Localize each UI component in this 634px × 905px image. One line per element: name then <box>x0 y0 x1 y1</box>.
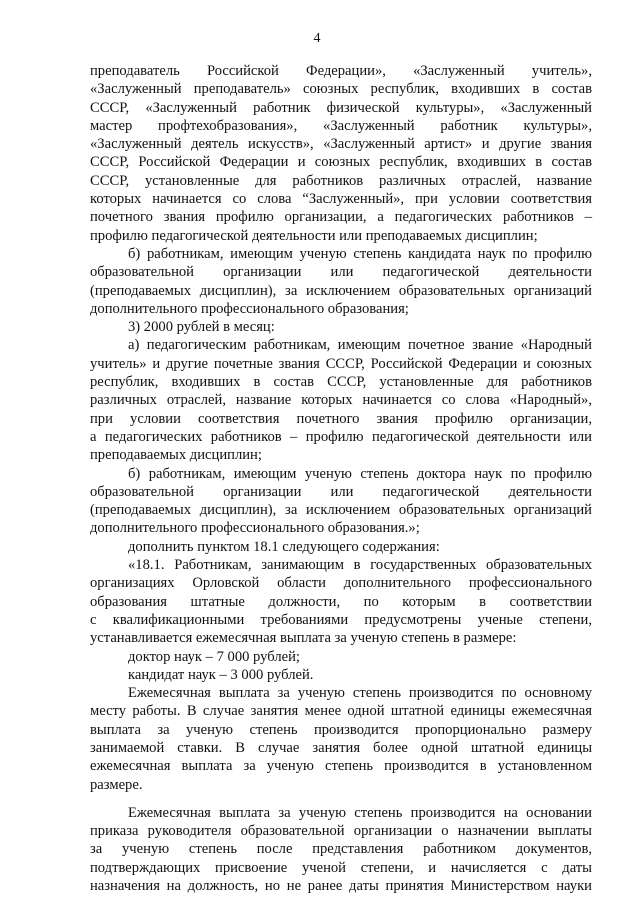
text-line: размере. <box>90 776 143 793</box>
text-line: б) работникам, имеющим ученую степень кандидата наук по профилю <box>128 245 592 262</box>
paragraph <box>90 62 592 245</box>
text-line: «Заслуженный деятель искусств», «Заслуженный артист» и другие звания <box>90 136 592 153</box>
paragraph <box>90 804 592 895</box>
paragraph <box>90 465 592 538</box>
text-line: образования штатные должности, по которым в соответствии <box>90 593 592 610</box>
text-line: ежемесячная выплата за ученую степень производится в установленном <box>90 758 592 775</box>
text-line: доктор наук – 7 000 рублей; <box>128 648 300 665</box>
text-line: учитель» и другие почетные звания СССР, Российской Федерации и союзных <box>90 355 592 372</box>
text-line: республик, входивших в состав СССР, установленные для работников <box>90 374 592 391</box>
paragraph <box>90 245 592 318</box>
text-line: профилю педагогической деятельности или преподаваемых дисциплин; <box>90 227 538 244</box>
text-line: б) работникам, имеющим ученую степень доктора наук по профилю <box>128 465 592 482</box>
text-line: СССР, Российской Федерации и союзных республик, входивших в состав <box>90 154 592 171</box>
paragraph <box>90 666 592 684</box>
paragraph <box>90 538 592 556</box>
text-line: выплата за ученую степень производится пропорционально размеру <box>90 721 592 738</box>
text-line: Ежемесячная выплата за ученую степень производится по основному <box>128 685 592 702</box>
paragraph <box>90 318 592 336</box>
text-line: преподаватель Российской Федерации», «Заслуженный учитель», <box>90 63 592 79</box>
text-line: с квалификационными требованиями предусмотрены ученые степени, <box>90 611 592 628</box>
text-line: СССР, «Заслуженный работник физической культуры», «Заслуженный <box>90 99 592 116</box>
text-line: образовательной организации или педагогической деятельности <box>90 483 592 500</box>
text-line: дополнительного профессионального образования.»; <box>90 520 420 537</box>
text-line: различных отраслей, название которых начинается со слова «Народный», <box>90 392 592 409</box>
text-line: СССР, установленные для работников различных отраслей, название <box>90 172 592 189</box>
text-line: мастер профтехобразования», «Заслуженный работник культуры», <box>90 117 592 134</box>
text-line: назначения на должность, но не ранее даты принятия Министерством науки <box>90 878 592 895</box>
text-line: Ежемесячная выплата за ученую степень производится на основании <box>128 804 592 821</box>
text-line: кандидат наук – 3 000 рублей. <box>128 666 314 683</box>
text-line: приказа руководителя образовательной организации о назначении выплаты <box>90 823 592 840</box>
text-line: «Заслуженный преподаватель» союзных республик, входивших в состав <box>90 81 592 98</box>
text-line: а педагогических работников – профилю педагогической деятельности или <box>90 428 592 445</box>
text-line: 3) 2000 рублей в месяц: <box>128 319 275 336</box>
text-line: преподаваемых дисциплин; <box>90 447 262 464</box>
paragraph <box>90 648 592 666</box>
text-line: «18.1. Работникам, занимающим в государственных образовательных <box>128 557 592 574</box>
text-line: которых начинается со слова “Заслуженный», при условии соответствия <box>90 191 592 208</box>
text-line: при условии соответствия почетного звания профилю организации, <box>90 410 592 427</box>
paragraph <box>90 556 592 647</box>
text-line: (преподаваемых дисциплин), за исключением образовательных организаций <box>90 282 592 299</box>
page-number: 4 <box>313 31 321 46</box>
text-line: дополнить пунктом 18.1 следующего содержания: <box>128 538 440 555</box>
text-line: образовательной организации или педагогической деятельности <box>90 264 592 281</box>
text-line: (преподаваемых дисциплин), за исключением образовательных организаций <box>90 502 592 519</box>
text-line: занимаемой ставки. В случае занятия более одной штатной единицы <box>90 739 592 756</box>
paragraph-gap <box>90 794 592 804</box>
text-line: устанавливается ежемесячная выплата за ученую степень в размере: <box>90 630 517 647</box>
document-body <box>90 62 592 895</box>
text-line: месту работы. В случае занятия менее одной штатной единицы ежемесячная <box>90 703 592 720</box>
text-line: организациях Орловской области дополнительного профессионального <box>90 575 592 592</box>
text-line: подтверждающих присвоение ученой степени, и начисляется с даты <box>90 859 592 876</box>
text-line: а) педагогическим работникам, имеющим почетное звание «Народный <box>128 337 592 354</box>
paragraph <box>90 684 592 794</box>
paragraph <box>90 336 592 464</box>
text-line: за ученую степень после представления работником документов, <box>90 841 592 858</box>
text-line: почетного звания профилю организации, а педагогических работников – <box>90 209 592 226</box>
text-line: дополнительного профессионального образования; <box>90 300 409 317</box>
